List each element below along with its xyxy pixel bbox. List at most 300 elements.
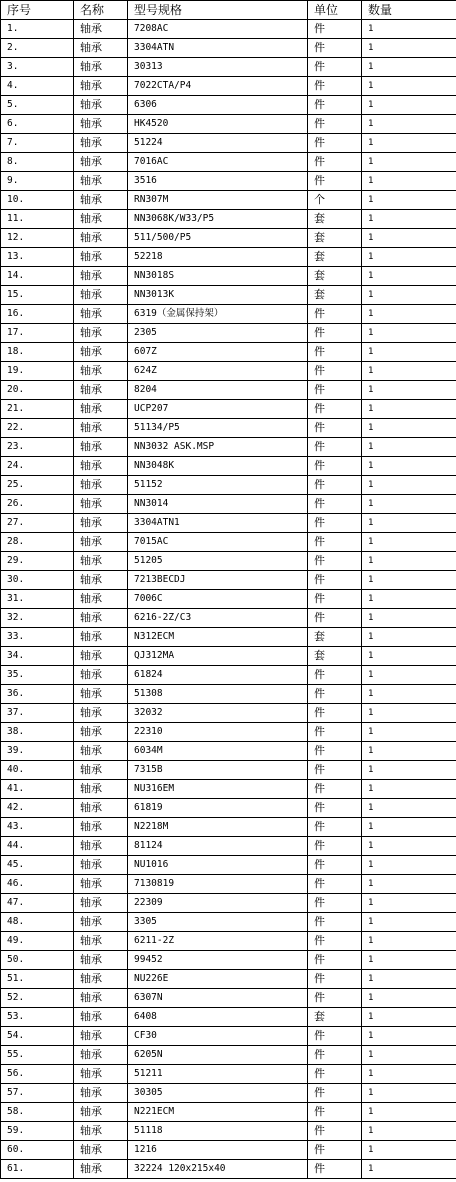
cell-index: 61. xyxy=(1,1160,74,1179)
cell-unit: 件 xyxy=(308,1046,362,1065)
table-row xyxy=(1,115,456,134)
cell-index: 7. xyxy=(1,134,74,153)
cell-index: 15. xyxy=(1,286,74,305)
table-row xyxy=(1,134,456,153)
cell-model: UCP207 xyxy=(128,400,308,419)
cell-name: 轴承 xyxy=(74,457,128,476)
cell-qty: 1 xyxy=(362,514,456,533)
cell-name: 轴承 xyxy=(74,58,128,77)
cell-qty: 1 xyxy=(362,267,456,286)
cell-qty: 1 xyxy=(362,58,456,77)
cell-index: 36. xyxy=(1,685,74,704)
cell-qty: 1 xyxy=(362,1046,456,1065)
cell-qty: 1 xyxy=(362,248,456,267)
cell-unit: 件 xyxy=(308,666,362,685)
cell-qty: 1 xyxy=(362,685,456,704)
table-row xyxy=(1,723,456,742)
cell-qty: 1 xyxy=(362,1160,456,1179)
cell-model: 7006C xyxy=(128,590,308,609)
cell-unit: 件 xyxy=(308,609,362,628)
cell-unit: 件 xyxy=(308,704,362,723)
header-row xyxy=(1,1,456,20)
cell-model: 6211-2Z xyxy=(128,932,308,951)
cell-index: 21. xyxy=(1,400,74,419)
cell-name: 轴承 xyxy=(74,115,128,134)
cell-qty: 1 xyxy=(362,932,456,951)
cell-index: 25. xyxy=(1,476,74,495)
cell-unit: 件 xyxy=(308,761,362,780)
cell-model: 3304ATN xyxy=(128,39,308,58)
cell-model: 7016AC xyxy=(128,153,308,172)
cell-index: 34. xyxy=(1,647,74,666)
cell-name: 轴承 xyxy=(74,628,128,647)
table-row xyxy=(1,780,456,799)
cell-name: 轴承 xyxy=(74,1065,128,1084)
cell-model: 7208AC xyxy=(128,20,308,39)
cell-model: 607Z xyxy=(128,343,308,362)
cell-index: 26. xyxy=(1,495,74,514)
header-name: 名称 xyxy=(74,1,128,20)
cell-unit: 件 xyxy=(308,742,362,761)
table-row xyxy=(1,1027,456,1046)
cell-qty: 1 xyxy=(362,400,456,419)
cell-unit: 件 xyxy=(308,1027,362,1046)
cell-index: 49. xyxy=(1,932,74,951)
cell-unit: 件 xyxy=(308,1084,362,1103)
cell-name: 轴承 xyxy=(74,894,128,913)
cell-unit: 件 xyxy=(308,989,362,1008)
cell-qty: 1 xyxy=(362,210,456,229)
cell-index: 33. xyxy=(1,628,74,647)
cell-name: 轴承 xyxy=(74,799,128,818)
table-row xyxy=(1,913,456,932)
cell-model: 3516 xyxy=(128,172,308,191)
cell-model: 22309 xyxy=(128,894,308,913)
cell-unit: 件 xyxy=(308,913,362,932)
cell-index: 53. xyxy=(1,1008,74,1027)
cell-index: 31. xyxy=(1,590,74,609)
table-row xyxy=(1,476,456,495)
cell-unit: 件 xyxy=(308,571,362,590)
cell-model: 32032 xyxy=(128,704,308,723)
cell-name: 轴承 xyxy=(74,514,128,533)
cell-unit: 件 xyxy=(308,438,362,457)
cell-qty: 1 xyxy=(362,533,456,552)
cell-name: 轴承 xyxy=(74,875,128,894)
cell-name: 轴承 xyxy=(74,552,128,571)
cell-model: 7015AC xyxy=(128,533,308,552)
cell-qty: 1 xyxy=(362,229,456,248)
cell-name: 轴承 xyxy=(74,495,128,514)
cell-name: 轴承 xyxy=(74,248,128,267)
cell-name: 轴承 xyxy=(74,685,128,704)
cell-unit: 件 xyxy=(308,799,362,818)
table-row xyxy=(1,875,456,894)
cell-index: 30. xyxy=(1,571,74,590)
cell-qty: 1 xyxy=(362,324,456,343)
cell-name: 轴承 xyxy=(74,932,128,951)
cell-index: 39. xyxy=(1,742,74,761)
table-row xyxy=(1,172,456,191)
cell-unit: 件 xyxy=(308,362,362,381)
cell-model: NU226E xyxy=(128,970,308,989)
cell-qty: 1 xyxy=(362,191,456,210)
cell-name: 轴承 xyxy=(74,362,128,381)
cell-index: 13. xyxy=(1,248,74,267)
cell-index: 52. xyxy=(1,989,74,1008)
cell-model: 51134/P5 xyxy=(128,419,308,438)
cell-qty: 1 xyxy=(362,704,456,723)
cell-name: 轴承 xyxy=(74,647,128,666)
cell-name: 轴承 xyxy=(74,609,128,628)
cell-qty: 1 xyxy=(362,77,456,96)
cell-qty: 1 xyxy=(362,20,456,39)
cell-model: 3305 xyxy=(128,913,308,932)
table-row xyxy=(1,951,456,970)
cell-qty: 1 xyxy=(362,495,456,514)
table-row xyxy=(1,628,456,647)
cell-unit: 件 xyxy=(308,324,362,343)
cell-name: 轴承 xyxy=(74,742,128,761)
cell-qty: 1 xyxy=(362,476,456,495)
cell-name: 轴承 xyxy=(74,191,128,210)
cell-name: 轴承 xyxy=(74,1027,128,1046)
cell-model: QJ312MA xyxy=(128,647,308,666)
cell-unit: 件 xyxy=(308,400,362,419)
cell-unit: 件 xyxy=(308,1160,362,1179)
cell-index: 24. xyxy=(1,457,74,476)
cell-model: 51211 xyxy=(128,1065,308,1084)
cell-name: 轴承 xyxy=(74,229,128,248)
cell-name: 轴承 xyxy=(74,780,128,799)
cell-name: 轴承 xyxy=(74,1103,128,1122)
cell-index: 41. xyxy=(1,780,74,799)
cell-qty: 1 xyxy=(362,1027,456,1046)
cell-index: 18. xyxy=(1,343,74,362)
cell-qty: 1 xyxy=(362,856,456,875)
table-row xyxy=(1,1065,456,1084)
cell-qty: 1 xyxy=(362,1141,456,1160)
cell-qty: 1 xyxy=(362,343,456,362)
cell-index: 11. xyxy=(1,210,74,229)
cell-model: N312ECM xyxy=(128,628,308,647)
cell-unit: 件 xyxy=(308,419,362,438)
cell-qty: 1 xyxy=(362,970,456,989)
cell-name: 轴承 xyxy=(74,210,128,229)
table-row xyxy=(1,39,456,58)
cell-name: 轴承 xyxy=(74,286,128,305)
table-row xyxy=(1,609,456,628)
cell-unit: 件 xyxy=(308,495,362,514)
cell-model: 6307N xyxy=(128,989,308,1008)
cell-model: NN3048K xyxy=(128,457,308,476)
cell-name: 轴承 xyxy=(74,1141,128,1160)
table-row xyxy=(1,685,456,704)
cell-index: 4. xyxy=(1,77,74,96)
cell-qty: 1 xyxy=(362,742,456,761)
table-row xyxy=(1,552,456,571)
cell-unit: 套 xyxy=(308,1008,362,1027)
cell-index: 19. xyxy=(1,362,74,381)
cell-name: 轴承 xyxy=(74,856,128,875)
cell-model: RN307M xyxy=(128,191,308,210)
cell-index: 46. xyxy=(1,875,74,894)
cell-index: 23. xyxy=(1,438,74,457)
table-row xyxy=(1,77,456,96)
table-row xyxy=(1,571,456,590)
table-row xyxy=(1,666,456,685)
table-row xyxy=(1,970,456,989)
cell-unit: 套 xyxy=(308,248,362,267)
cell-name: 轴承 xyxy=(74,438,128,457)
cell-name: 轴承 xyxy=(74,96,128,115)
cell-qty: 1 xyxy=(362,837,456,856)
cell-name: 轴承 xyxy=(74,77,128,96)
cell-name: 轴承 xyxy=(74,1160,128,1179)
cell-model: 99452 xyxy=(128,951,308,970)
cell-model: 6408 xyxy=(128,1008,308,1027)
cell-qty: 1 xyxy=(362,1084,456,1103)
cell-qty: 1 xyxy=(362,1103,456,1122)
table-row xyxy=(1,514,456,533)
cell-model: NU316EM xyxy=(128,780,308,799)
cell-index: 43. xyxy=(1,818,74,837)
cell-unit: 套 xyxy=(308,286,362,305)
cell-unit: 件 xyxy=(308,951,362,970)
cell-model: 61824 xyxy=(128,666,308,685)
table-row xyxy=(1,894,456,913)
cell-index: 5. xyxy=(1,96,74,115)
cell-model: NU1016 xyxy=(128,856,308,875)
cell-model: 52218 xyxy=(128,248,308,267)
cell-index: 14. xyxy=(1,267,74,286)
cell-model: NN3014 xyxy=(128,495,308,514)
cell-model: 30313 xyxy=(128,58,308,77)
cell-qty: 1 xyxy=(362,818,456,837)
cell-qty: 1 xyxy=(362,723,456,742)
table-row xyxy=(1,210,456,229)
cell-name: 轴承 xyxy=(74,837,128,856)
cell-qty: 1 xyxy=(362,172,456,191)
cell-index: 58. xyxy=(1,1103,74,1122)
cell-name: 轴承 xyxy=(74,666,128,685)
cell-model: NN3068K/W33/P5 xyxy=(128,210,308,229)
cell-index: 35. xyxy=(1,666,74,685)
cell-index: 28. xyxy=(1,533,74,552)
cell-qty: 1 xyxy=(362,628,456,647)
cell-name: 轴承 xyxy=(74,134,128,153)
cell-name: 轴承 xyxy=(74,381,128,400)
cell-model: 22310 xyxy=(128,723,308,742)
cell-index: 47. xyxy=(1,894,74,913)
cell-qty: 1 xyxy=(362,39,456,58)
cell-model: HK4520 xyxy=(128,115,308,134)
cell-index: 9. xyxy=(1,172,74,191)
cell-name: 轴承 xyxy=(74,590,128,609)
cell-unit: 件 xyxy=(308,381,362,400)
cell-unit: 套 xyxy=(308,628,362,647)
cell-name: 轴承 xyxy=(74,39,128,58)
cell-model: 8204 xyxy=(128,381,308,400)
cell-qty: 1 xyxy=(362,989,456,1008)
table-body xyxy=(1,20,456,1179)
cell-model: 2305 xyxy=(128,324,308,343)
table-row xyxy=(1,1141,456,1160)
cell-qty: 1 xyxy=(362,381,456,400)
cell-unit: 件 xyxy=(308,514,362,533)
cell-name: 轴承 xyxy=(74,476,128,495)
cell-qty: 1 xyxy=(362,362,456,381)
table-row xyxy=(1,1160,456,1179)
cell-model: 7213BECDJ xyxy=(128,571,308,590)
cell-model: 7022CTA/P4 xyxy=(128,77,308,96)
cell-model: 32224 120x215x40 xyxy=(128,1160,308,1179)
cell-name: 轴承 xyxy=(74,704,128,723)
cell-model: 51152 xyxy=(128,476,308,495)
cell-unit: 件 xyxy=(308,96,362,115)
table-row xyxy=(1,324,456,343)
table-row xyxy=(1,647,456,666)
cell-model: 7315B xyxy=(128,761,308,780)
cell-index: 48. xyxy=(1,913,74,932)
cell-qty: 1 xyxy=(362,666,456,685)
cell-model: NN3032 ASK.MSP xyxy=(128,438,308,457)
cell-index: 37. xyxy=(1,704,74,723)
cell-unit: 件 xyxy=(308,343,362,362)
cell-index: 2. xyxy=(1,39,74,58)
cell-unit: 件 xyxy=(308,1103,362,1122)
cell-name: 轴承 xyxy=(74,571,128,590)
cell-qty: 1 xyxy=(362,894,456,913)
cell-index: 3. xyxy=(1,58,74,77)
cell-qty: 1 xyxy=(362,1065,456,1084)
table-row xyxy=(1,989,456,1008)
cell-model: 51308 xyxy=(128,685,308,704)
cell-unit: 件 xyxy=(308,875,362,894)
table-row xyxy=(1,343,456,362)
table-row xyxy=(1,818,456,837)
cell-unit: 件 xyxy=(308,20,362,39)
cell-name: 轴承 xyxy=(74,305,128,324)
cell-unit: 件 xyxy=(308,39,362,58)
cell-qty: 1 xyxy=(362,1008,456,1027)
cell-model: 511/500/P5 xyxy=(128,229,308,248)
table-row xyxy=(1,438,456,457)
cell-qty: 1 xyxy=(362,647,456,666)
cell-index: 8. xyxy=(1,153,74,172)
cell-name: 轴承 xyxy=(74,989,128,1008)
cell-index: 29. xyxy=(1,552,74,571)
cell-unit: 件 xyxy=(308,1122,362,1141)
table-row xyxy=(1,932,456,951)
cell-model: 6216-2Z/C3 xyxy=(128,609,308,628)
cell-name: 轴承 xyxy=(74,1046,128,1065)
cell-qty: 1 xyxy=(362,305,456,324)
header-model: 型号规格 xyxy=(128,1,308,20)
table-row xyxy=(1,1084,456,1103)
cell-qty: 1 xyxy=(362,1122,456,1141)
cell-name: 轴承 xyxy=(74,419,128,438)
cell-index: 50. xyxy=(1,951,74,970)
table-row xyxy=(1,58,456,77)
cell-model: 51224 xyxy=(128,134,308,153)
cell-model: NN3018S xyxy=(128,267,308,286)
cell-model: 6034M xyxy=(128,742,308,761)
cell-unit: 件 xyxy=(308,457,362,476)
table-row xyxy=(1,704,456,723)
table-row xyxy=(1,20,456,39)
cell-name: 轴承 xyxy=(74,723,128,742)
cell-model: N2218M xyxy=(128,818,308,837)
cell-unit: 套 xyxy=(308,647,362,666)
cell-index: 56. xyxy=(1,1065,74,1084)
cell-unit: 件 xyxy=(308,685,362,704)
cell-qty: 1 xyxy=(362,115,456,134)
cell-unit: 件 xyxy=(308,533,362,552)
cell-unit: 件 xyxy=(308,134,362,153)
table-row xyxy=(1,761,456,780)
cell-unit: 件 xyxy=(308,305,362,324)
cell-name: 轴承 xyxy=(74,400,128,419)
table-row xyxy=(1,191,456,210)
table-row xyxy=(1,590,456,609)
cell-index: 32. xyxy=(1,609,74,628)
cell-unit: 件 xyxy=(308,77,362,96)
cell-index: 57. xyxy=(1,1084,74,1103)
table-row xyxy=(1,362,456,381)
cell-model: 6319（金属保持架） xyxy=(128,305,308,324)
table-row xyxy=(1,400,456,419)
cell-name: 轴承 xyxy=(74,267,128,286)
cell-index: 44. xyxy=(1,837,74,856)
cell-index: 16. xyxy=(1,305,74,324)
cell-unit: 件 xyxy=(308,856,362,875)
cell-index: 42. xyxy=(1,799,74,818)
cell-qty: 1 xyxy=(362,780,456,799)
cell-qty: 1 xyxy=(362,457,456,476)
cell-model: 61819 xyxy=(128,799,308,818)
cell-qty: 1 xyxy=(362,761,456,780)
table-row xyxy=(1,267,456,286)
cell-model: CF30 xyxy=(128,1027,308,1046)
cell-qty: 1 xyxy=(362,609,456,628)
cell-model: 3304ATN1 xyxy=(128,514,308,533)
cell-model: 7130819 xyxy=(128,875,308,894)
table-row xyxy=(1,248,456,267)
table-row xyxy=(1,229,456,248)
cell-name: 轴承 xyxy=(74,970,128,989)
cell-unit: 件 xyxy=(308,1065,362,1084)
cell-unit: 件 xyxy=(308,970,362,989)
table-row xyxy=(1,96,456,115)
cell-name: 轴承 xyxy=(74,172,128,191)
table-row xyxy=(1,1046,456,1065)
table-row xyxy=(1,457,456,476)
cell-qty: 1 xyxy=(362,419,456,438)
table-row xyxy=(1,381,456,400)
cell-model: 6306 xyxy=(128,96,308,115)
cell-name: 轴承 xyxy=(74,818,128,837)
header-index: 序号 xyxy=(1,1,74,20)
cell-unit: 件 xyxy=(308,894,362,913)
table-row xyxy=(1,286,456,305)
cell-name: 轴承 xyxy=(74,1122,128,1141)
table-row xyxy=(1,799,456,818)
cell-model: 624Z xyxy=(128,362,308,381)
table-row xyxy=(1,533,456,552)
cell-unit: 件 xyxy=(308,58,362,77)
cell-index: 17. xyxy=(1,324,74,343)
